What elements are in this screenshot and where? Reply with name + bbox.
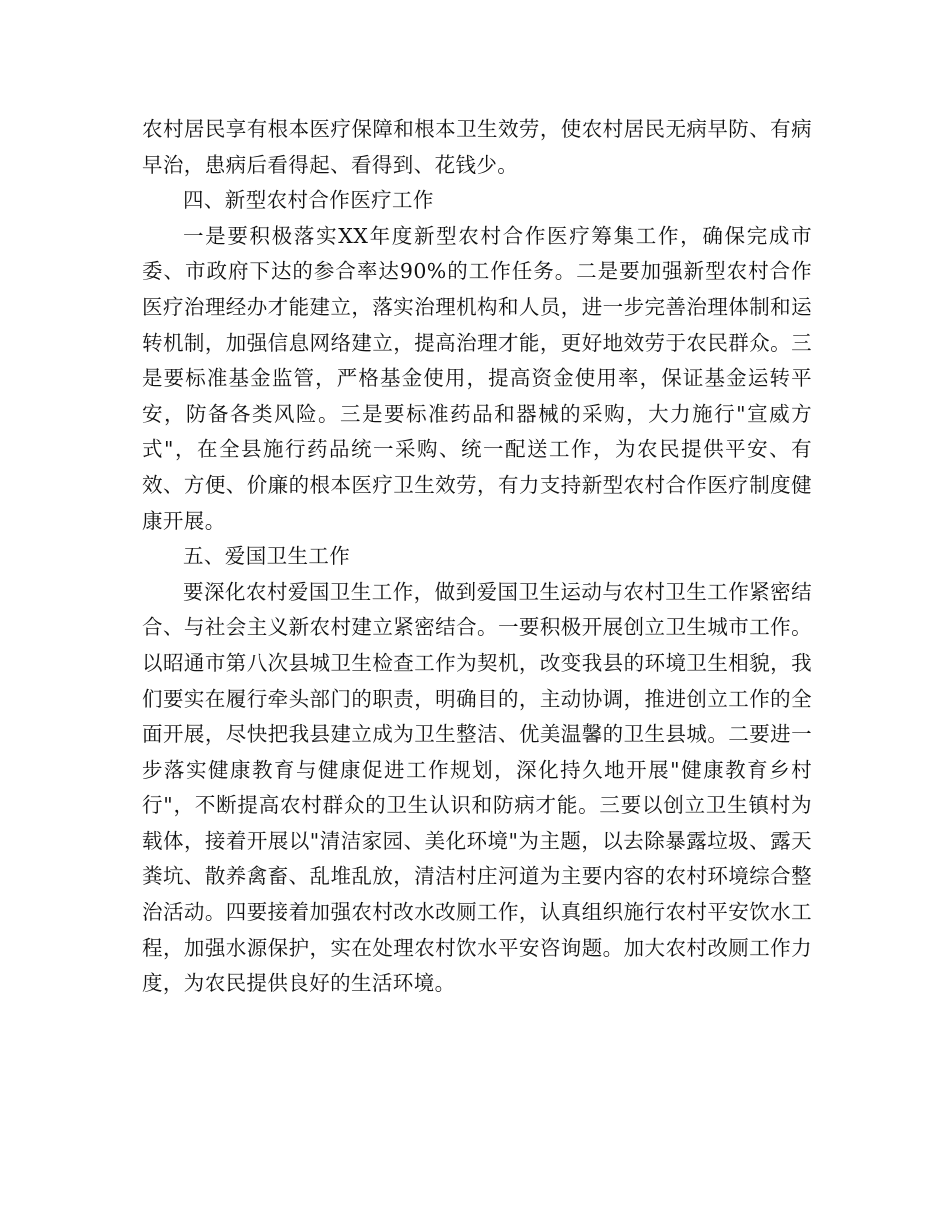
section-heading-patriotic-health: 五、爱国卫生工作 bbox=[183, 544, 351, 569]
paragraph-continued: 农村居民享有根本医疗保障和根本卫生效劳，使农村居民无病早防、有病早治，患病后看得起、看得到、花钱少。 bbox=[142, 117, 812, 177]
paragraph-cooperative-medical: 一是要积极落实XX年度新型农村合作医疗筹集工作，确保完成市委、市政府下达的参合率达90%的工作任务。二是要加强新型农村合作医疗治理经办才能建立，落实治理机构和人员，进一步完善治理体制和运转机制，加强信息网络建立，提高治理才能，更好地效劳于农民群众。三是要标准基金监管，严格基金使用，提高资金使用率，保证基金运转平安，防备各类风险。三是要标准药品和器械的采购，大力施行"宣威方式"，在全县施行药品统一采购、统一配送工作，为农民提供平安、有效、方便、价廉的根本医疗卫生效劳，有力支持新型农村合作医疗制度健康开展。 bbox=[142, 223, 812, 533]
section-heading-cooperative-medical: 四、新型农村合作医疗工作 bbox=[183, 188, 434, 213]
document-page bbox=[142, 112, 812, 1002]
paragraph-patriotic-health: 要深化农村爱国卫生工作，做到爱国卫生运动与农村卫生工作紧密结合、与社会主义新农村建立紧密结合。一要积极开展创立卫生城市工作。以昭通市第八次县城卫生检查工作为契机，改变我县的环境卫生相貌，我们要实在履行牵头部门的职责，明确目的，主动协调，推进创立工作的全面开展，尽快把我县建立成为卫生整洁、优美温馨的卫生县城。二要进一步落实健康教育与健康促进工作规划，深化持久地开展"健康教育乡村行"，不断提高农村群众的卫生认识和防病才能。三要以创立卫生镇村为载体，接着开展以"清洁家园、美化环境"为主题，以去除暴露垃圾、露天粪坑、散养禽畜、乱堆乱放，清洁村庄河道为主要内容的农村环境综合整治活动。四要接着加强农村改水改厕工作，认真组织施行农村平安饮水工程，加强水源保护，实在处理农村饮水平安咨询题。加大农村改厕工作力度，为农民提供良好的生活环境。 bbox=[142, 579, 812, 996]
